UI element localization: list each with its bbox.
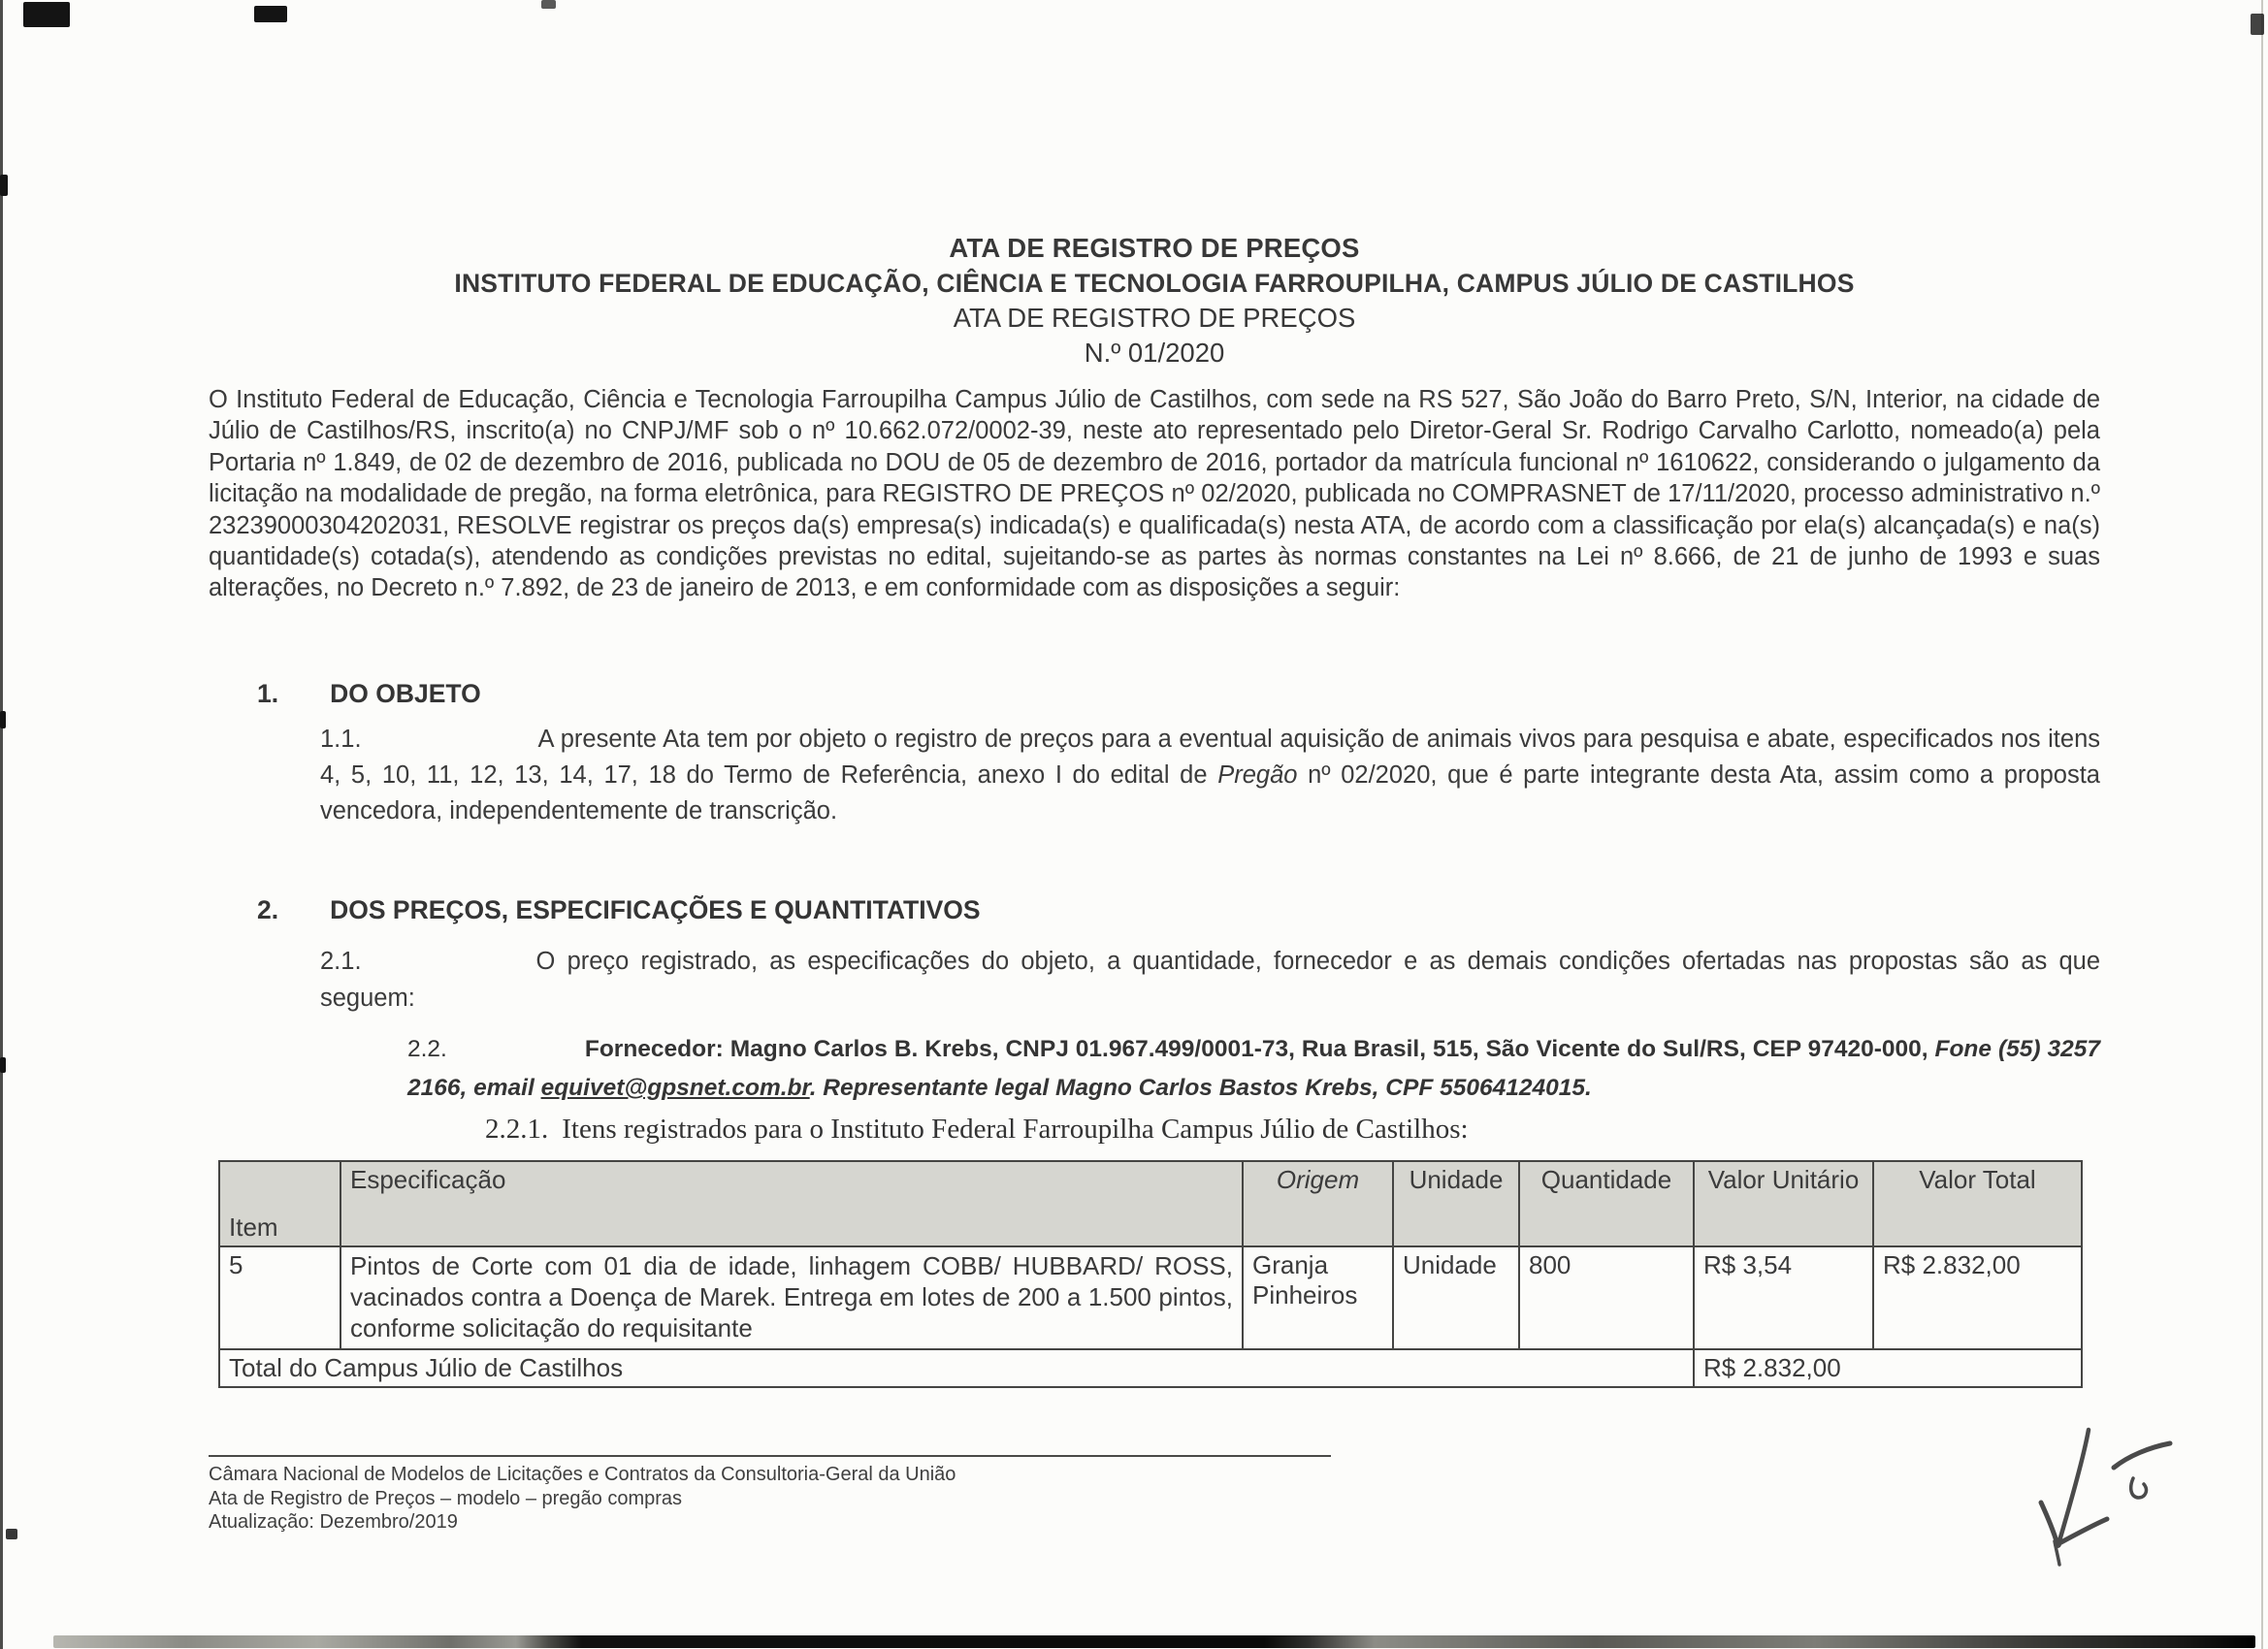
scan-blob-top-3: [541, 0, 556, 9]
scan-edge-left-line: [0, 0, 3, 1649]
handwriting-checkmark: [1998, 1397, 2268, 1620]
table-row-item-5: [219, 1246, 2082, 1349]
cell-valor-total: R$ 2.832,00: [1873, 1246, 2082, 1349]
footer-rule: [209, 1455, 1331, 1457]
total-label: Total do Campus Júlio de Castilhos: [219, 1349, 1694, 1387]
scan-blob-left-3: [0, 1057, 6, 1073]
footer-line-2: Ata de Registro de Preços – modelo – pregão compras: [209, 1487, 683, 1509]
total-value: R$ 2.832,00: [1694, 1349, 2082, 1387]
intro-paragraph: O Instituto Federal de Educação, Ciência e Tecnologia Farroupilha Campus Júlio de Castilhos, com sede na RS 527, São João do Barro Preto, S/N, Interior, na cidade de Júlio de Castilhos/RS, inscrito(a) no CNPJ/MF sob o nº 10.662.072/0002-39, neste ato representado pelo Diretor-Geral Sr. Rodrigo Carvalho Carlotto, nomeado(a) pela Portaria nº 1.849, de 02 de dezembro de 2016, publicada no DOU de 05 de dezembro de 2016, portador da matrícula funcional nº 1610622, considerando o julgamento da licitação na modalidade de pregão, na forma eletrônica, para REGISTRO DE PREÇOS nº 02/2020, publicada no COMPRASNET de 17/11/2020, processo administrativo n.º 23239000304202031, RESOLVE registrar os preços da(s) empresa(s) indicada(s) e qualificada(s) nesta ATA, de acordo com a classificação por ela(s) alcançada(s) e na(s) quantidade(s) cotada(s), atendendo as condições previstas no edital, sujeitando-se as partes às normas constantes na Lei nº 8.666, de 21 de junho de 1993 e suas alterações, no Decreto n.º 7.892, de 23 de janeiro de 2013, e em conformidade com as disposições a seguir:: [209, 386, 2100, 602]
col-header-quantidade: Quantidade: [1519, 1161, 1694, 1246]
scan-bottom-black-bar: [53, 1635, 2255, 1648]
doc-title-line-1: ATA DE REGISTRO DE PREÇOS: [949, 233, 1360, 263]
supplier-bold-text: Fornecedor: Magno Carlos B. Krebs, CNPJ 01.967.499/0001-73, Rua Brasil, 515, São Vicente do Sul/RS, CEP 97420-000,: [584, 1036, 1935, 1062]
col-header-valor-unitario: Valor Unitário: [1694, 1161, 1873, 1246]
cell-item: 5: [219, 1246, 340, 1349]
supplier-representative: . Representante legal Magno Carlos Bastos Krebs, CPF 55064124015.: [809, 1075, 1592, 1101]
section-2-heading: [257, 895, 981, 925]
doc-title-line-3: ATA DE REGISTRO DE PREÇOS: [953, 303, 1356, 333]
section-1-number: 1.: [257, 679, 279, 708]
cell-unidade: Unidade: [1393, 1246, 1519, 1349]
cell-valor-unitario: R$ 3,54: [1694, 1246, 1873, 1349]
footer-line-1: Câmara Nacional de Modelos de Licitações e Contratos da Consultoria-Geral da União: [209, 1464, 956, 1485]
col-header-origem: Origem: [1243, 1161, 1393, 1246]
scan-blob-top-right: [2251, 14, 2264, 35]
scan-blob-top-left-2: [254, 6, 287, 22]
cell-quantidade: 800: [1519, 1246, 1694, 1349]
clause-2-2-1-text: Itens registrados para o Instituto Federal Farroupilha Campus Júlio de Castilhos:: [562, 1114, 1469, 1145]
table-total-row: [219, 1349, 2082, 1387]
section-1-heading: [257, 679, 481, 709]
section-2-title: DOS PREÇOS, ESPECIFICAÇÕES E QUANTITATIVOS: [330, 895, 981, 924]
scan-blob-left-2: [0, 711, 6, 728]
clause-2-1-number: 2.1.: [320, 948, 362, 975]
scan-blob-left-1: [0, 175, 8, 196]
table-header-row: [219, 1161, 2082, 1246]
clause-2-2-number: 2.2.: [407, 1036, 447, 1062]
supplier-email: equivet@gpsnet.com.br: [540, 1075, 810, 1101]
scan-blob-top-left-1: [23, 2, 70, 27]
clause-1-1-text: A presente Ata tem por objeto o registro de preços para a eventual aquisição de animais vivos para pesquisa e abate, especificados nos itens 4, 5, 10, 11, 12, 13, 14, 17, 18 do Termo de Referência, anexo I do edital de: [320, 726, 2100, 789]
col-header-unidade: Unidade: [1393, 1161, 1519, 1246]
clause-1-1-pregao-italic: Pregão: [1217, 761, 1298, 789]
clause-2-2-1: [485, 1114, 1469, 1146]
clause-2-1-text: O preço registrado, as especificações do objeto, a quantidade, fornecedor e as demais condições ofertadas nas propostas são as que seguem:: [320, 948, 2100, 1012]
document-header: [209, 231, 2100, 371]
col-header-especificacao: Especificação: [340, 1161, 1243, 1246]
doc-title-line-2: INSTITUTO FEDERAL DE EDUCAÇÃO, CIÊNCIA E TECNOLOGIA FARROUPILHA, CAMPUS JÚLIO DE CASTILHOS: [454, 269, 1855, 298]
col-header-valor-total: Valor Total: [1873, 1161, 2082, 1246]
registered-items-table: [218, 1160, 2083, 1388]
clause-1-1-number: 1.1.: [320, 726, 362, 753]
doc-title-line-4: N.º 01/2020: [1084, 338, 1225, 368]
clause-2-2-1-number: 2.2.1.: [485, 1114, 549, 1145]
cell-origem: Granja Pinheiros: [1243, 1246, 1393, 1349]
clause-2-2-supplier: [407, 1030, 2100, 1108]
clause-1-1: [320, 722, 2100, 829]
supplier-phone-email-pre: Fone (55) 3257 2166, email: [407, 1036, 2100, 1101]
col-header-item: Item: [219, 1161, 340, 1246]
footer-block: [209, 1463, 1470, 1535]
section-1-title: DO OBJETO: [330, 679, 481, 708]
clause-2-1: [320, 943, 2100, 1017]
clause-1-1-text-end: nº 02/2020, que é parte integrante desta Ata, assim como a proposta vencedora, independentemente de transcrição.: [320, 761, 2100, 824]
cell-especificacao: Pintos de Corte com 01 dia de idade, linhagem COBB/ HUBBARD/ ROSS, vacinados contra a Doença de Marek. Entrega em lotes de 200 a 1.500 pintos, conforme solicitação do requisitante: [340, 1246, 1243, 1349]
scan-blob-bottom-left: [6, 1529, 17, 1539]
footer-line-3: Atualização: Dezembro/2019: [209, 1511, 458, 1533]
section-2-number: 2.: [257, 895, 279, 924]
